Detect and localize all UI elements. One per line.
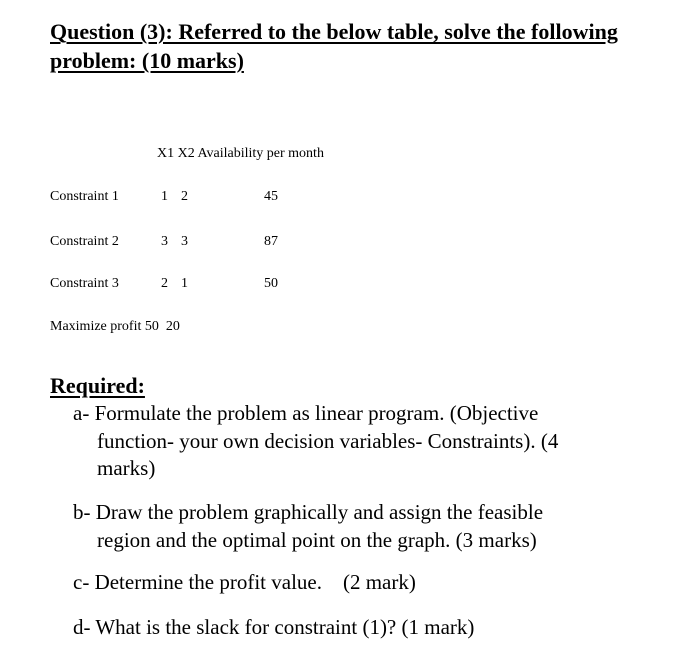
required-item-c: c- Determine the profit value. (2 mark) — [73, 570, 416, 594]
availability-value: 45 — [264, 189, 278, 204]
required-item-a-line-2: function- your own decision variables- Constraints). (4 — [97, 429, 559, 453]
objective-row: Maximize profit 50 20 — [50, 319, 180, 334]
x2-value: 2 — [181, 189, 188, 204]
required-item-b-line-1: b- Draw the problem graphically and assign the feasible — [73, 500, 544, 524]
table-header: X1 X2 Availability per month — [157, 146, 324, 161]
required-item-a-line-1: a- Formulate the problem as linear program. (Objective — [73, 401, 539, 425]
row-label: Constraint 3 — [50, 276, 119, 291]
required-item-a-line-3: marks) — [97, 456, 156, 480]
required-item-b-line-2: region and the optimal point on the graph. (3 marks) — [97, 528, 537, 552]
x1-value: 1 — [161, 189, 168, 204]
required-item-d: d- What is the slack for constraint (1)? (1 mark) — [73, 615, 475, 639]
row-label: Constraint 2 — [50, 234, 119, 249]
availability-value: 50 — [264, 276, 278, 291]
row-label: Constraint 1 — [50, 189, 119, 204]
x2-value: 1 — [181, 276, 188, 291]
x2-value: 3 — [181, 234, 188, 249]
question-title-line-2: problem: (10 marks) — [50, 48, 244, 73]
x1-value: 2 — [161, 276, 168, 291]
question-title-line-1: Question (3): Referred to the below table, solve the following — [50, 19, 618, 44]
availability-value: 87 — [264, 234, 278, 249]
required-heading: Required: — [50, 373, 145, 398]
x1-value: 3 — [161, 234, 168, 249]
